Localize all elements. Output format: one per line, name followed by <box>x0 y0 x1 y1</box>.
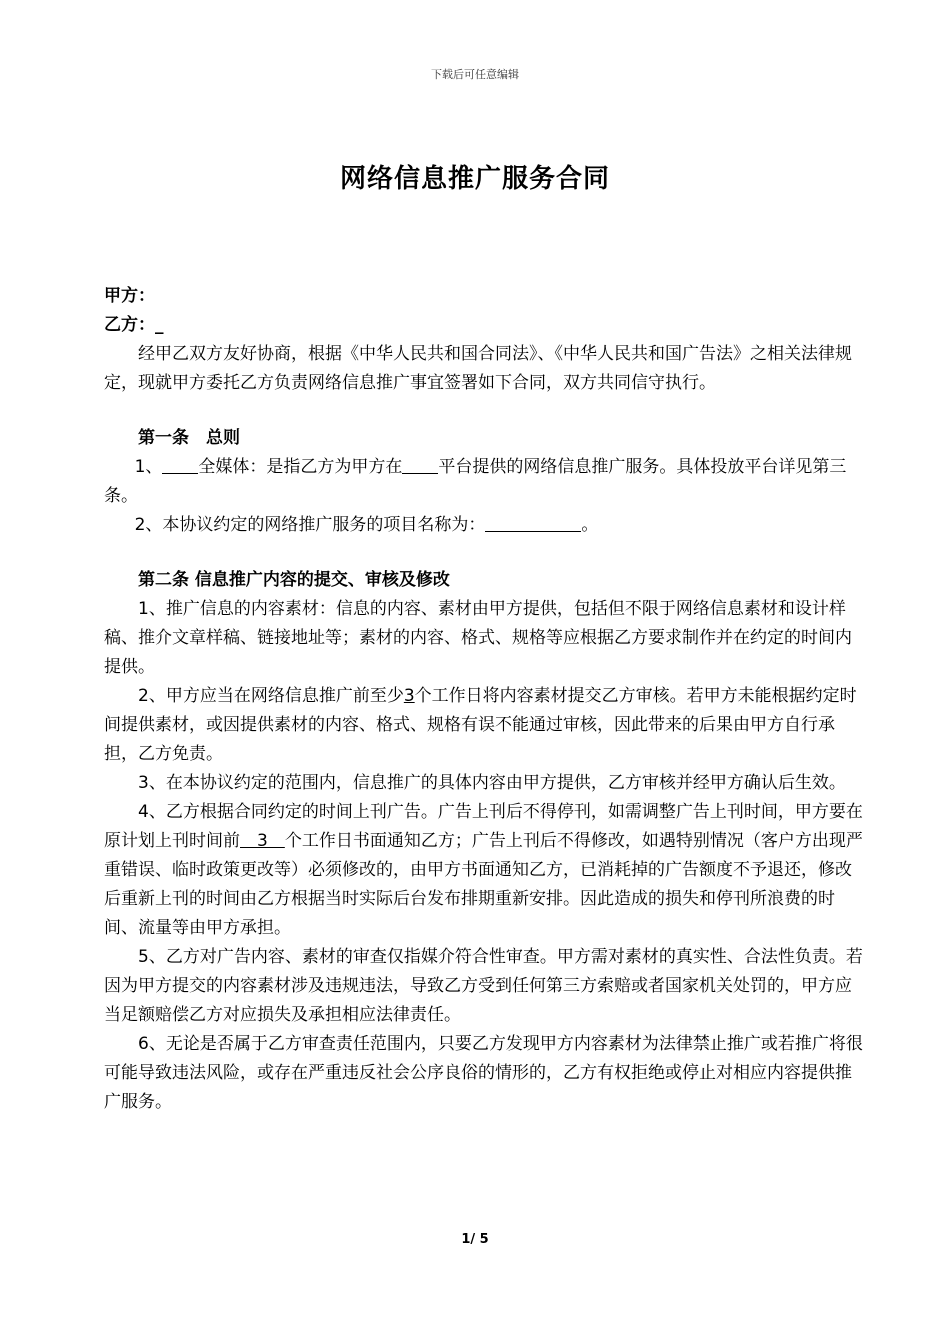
article2-item2-text-b: 个工作日将内容素材提交乙方审核。若甲方未能根据约定时间提供素材，或因提供素材的内容、格式、规格有误不能通过审核，因此带来的后果由甲方自行承担，乙方免责。 <box>104 686 857 764</box>
article1-item2-text: 2、本协议约定的网络推广服务的项目名称为： <box>134 515 486 535</box>
blank-field <box>402 455 438 474</box>
article2-item4 <box>104 798 864 943</box>
article2-item1: 1、推广信息的内容素材：信息的内容、素材由甲方提供，包括但不限于网络信息素材和设计样稿、推介文章样稿、链接地址等；素材的内容、格式、规格等应根据乙方要求制作并在约定的时间内提供。 <box>104 599 852 677</box>
article2-item4-days: 3 <box>240 831 285 851</box>
article1-title: 第一条 总则 <box>138 428 240 448</box>
article2-item3: 3、在本协议约定的范围内，信息推广的具体内容由甲方提供，乙方审核并经甲方确认后生效。 <box>138 773 846 793</box>
article1-item1-end: 平台提供的网络信息推广服务。具体投放平台详见第三条。 <box>104 457 847 506</box>
article2-item2 <box>104 682 864 769</box>
article1-item1-mid: 全媒体：是指乙方为甲方在 <box>198 457 403 477</box>
article2-title: 第二条 信息推广内容的提交、审核及修改 <box>138 570 450 590</box>
article2-item5: 5、乙方对广告内容、素材的审查仅指媒介符合性审查。甲方需对素材的真实性、合法性负责。若因为甲方提交的内容素材涉及违规违法，导致乙方受到任何第三方索赔或者国家机关处罚的，甲方应当足额赔偿乙方对应损失及承担相应法律责任。 <box>104 947 863 1025</box>
article1-item2-end: 。 <box>581 515 599 535</box>
page-number: 1/ 5 <box>461 1232 489 1247</box>
header-note: 下载后可任意编辑 <box>431 68 519 81</box>
article2-item2-days: 3 <box>403 686 415 706</box>
intro-paragraph: 经甲乙双方友好协商，根据《中华人民共和国合同法》、《中华人民共和国广告法》之相关法律规定，现就甲方委托乙方负责网络信息推广事宜签署如下合同，双方共同信守执行。 <box>104 344 852 393</box>
article2-item6: 6、无论是否属于乙方审查责任范围内，只要乙方发现甲方内容素材为法律禁止推广或若推广将很可能导致违法风险，或存在严重违反社会公序良俗的情形的，乙方有权拒绝或停止对相应内容提供推广服务。 <box>104 1034 863 1112</box>
article2-item2-text-a: 2、甲方应当在网络信息推广前至少 <box>138 686 404 706</box>
blank-field <box>162 455 198 474</box>
article2-item4-text-a: 4、乙方根据合同约定的时间上刊广告。广告上刊后不得停刊，如需调整广告上刊时间，甲方要在原计划上刊时间前 <box>104 802 863 851</box>
contract-title: 网络信息推广服务合同 <box>339 164 610 194</box>
article1-item1-prefix: 1、 <box>134 457 163 477</box>
party-b-label: 乙方：_ <box>104 315 164 335</box>
article2-item4-text-b: 个工作日书面通知乙方；广告上刊后不得修改，如遇特别情况（客户方出现严重错误、临时政策更改等）必须修改的，由甲方书面通知乙方，已消耗掉的广告额度不予退还，修改后重新上刊的时间由乙方根据当时实际后台发布排期重新安排。因此造成的损失和停刊所浪费的时间、流量等由甲方承担。 <box>104 831 863 938</box>
party-a-label: 甲方： <box>104 286 155 306</box>
article1-item2 <box>104 511 864 540</box>
contract-body <box>104 282 864 1117</box>
article1-item1 <box>104 453 864 511</box>
blank-field <box>485 513 581 532</box>
